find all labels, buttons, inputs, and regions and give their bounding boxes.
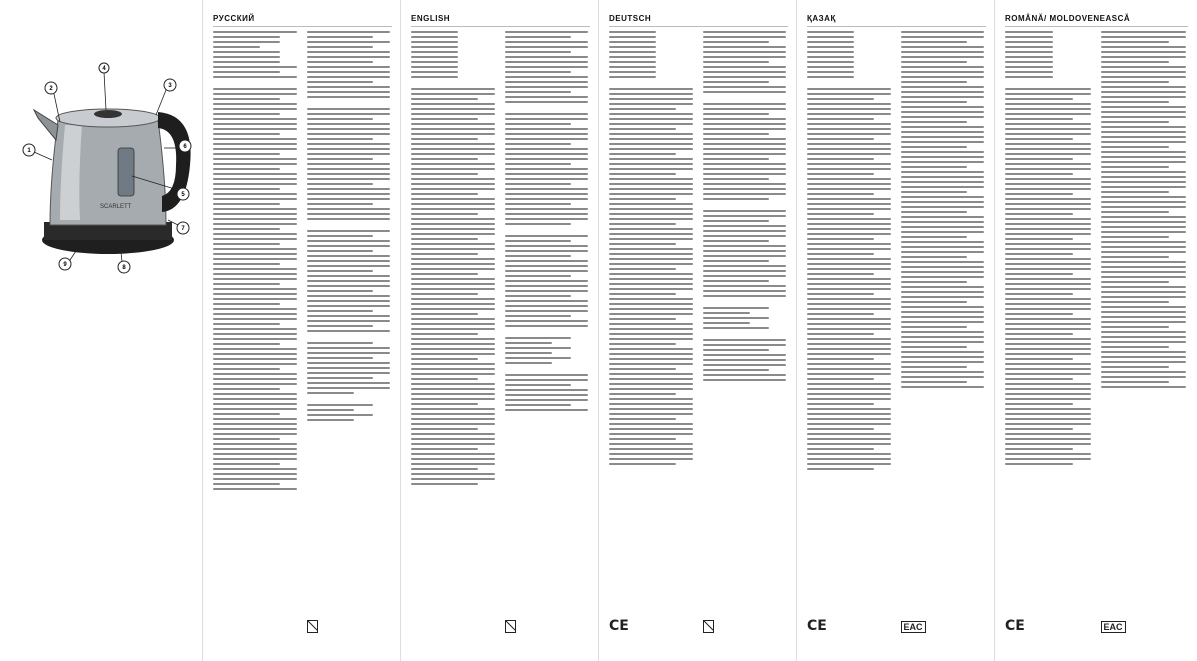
symbols-row [505,620,591,633]
symbols-row [703,620,789,633]
column-romanian [994,0,1194,661]
recycle-bin-icon [307,620,318,633]
callout-2: 2 [49,86,53,92]
column-german [598,0,794,661]
callout-9: 9 [63,262,67,268]
recycle-bin-icon [505,620,516,633]
recycle-bin-icon [703,620,714,633]
column-english [400,0,596,661]
symbols-row [1101,621,1189,633]
symbols-row [609,619,695,633]
ce-mark: CE [1005,618,1025,634]
callout-8: 8 [122,265,126,271]
symbols-row [307,620,393,633]
text-block [807,31,893,641]
illustration-panel [0,0,200,661]
ce-mark: CE [807,618,827,634]
column-kazakh [796,0,992,661]
column-header: DEUTSCH [609,14,788,27]
text-block [411,31,497,641]
text-block [307,31,393,641]
column-russian [202,0,398,661]
eac-mark: EAC [901,621,926,633]
callout-5: 5 [181,192,185,198]
text-block [609,31,695,641]
kettle-brand: SCARLETT [100,204,132,210]
column-header: ENGLISH [411,14,590,27]
column-header: РУССКИЙ [213,14,392,27]
eac-mark: EAC [1101,621,1126,633]
text-block [703,31,789,641]
callout-1: 1 [27,148,31,154]
callout-6: 6 [183,144,187,150]
callout-4: 4 [102,66,106,72]
column-header: ҚАЗАҚ [807,14,986,27]
symbols-row [807,619,893,633]
symbols-row [1005,619,1093,633]
callout-7: 7 [181,226,185,232]
text-block [1005,31,1093,641]
text-block [1101,31,1189,641]
column-header: ROMÂNĂ/ MOLDOVENEASCĂ [1005,14,1188,27]
text-block [505,31,591,641]
water-level-window [118,148,134,196]
kettle-illustration [20,66,195,290]
ce-mark: CE [609,618,629,634]
callout-3: 3 [168,83,172,89]
kettle-spout [34,110,58,140]
text-block [901,31,987,641]
text-block [213,31,299,641]
symbols-row [901,621,987,633]
